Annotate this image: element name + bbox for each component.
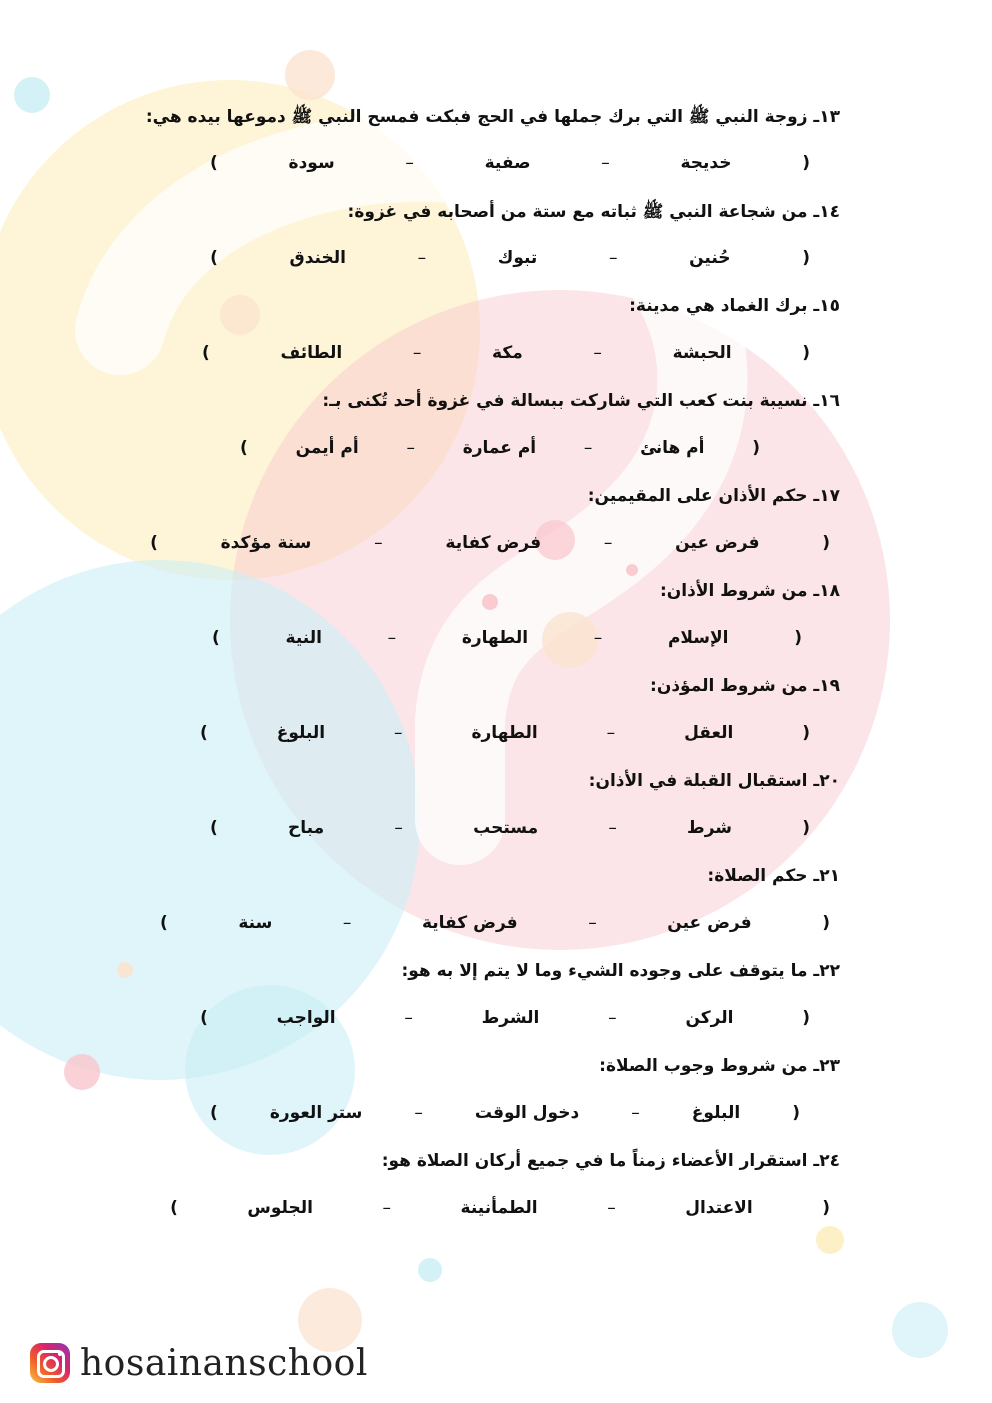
question-text bbox=[120, 866, 840, 886]
option-choice[interactable]: ستر العورة bbox=[269, 1103, 363, 1123]
question-text bbox=[120, 1151, 840, 1171]
option-choice[interactable]: سودة bbox=[288, 153, 335, 173]
question-text bbox=[120, 106, 840, 131]
option-dash: – bbox=[417, 248, 427, 268]
question-body: زوجة النبي ﷺ التي برك جملها في الحج فبكت فمسح النبي ﷺ دموعها بيده هي: bbox=[145, 107, 808, 127]
question-body: حكم الأذان على المقيمين: bbox=[587, 486, 808, 506]
option-dash: – bbox=[412, 343, 422, 363]
option-dash: – bbox=[404, 1008, 413, 1028]
option-choice[interactable]: أم عمارة bbox=[462, 438, 537, 458]
option-dash: – bbox=[583, 438, 593, 458]
question-body: ما يتوقف على وجوده الشيء وما لا يتم إلا به هو: bbox=[401, 961, 808, 981]
close-paren: ) bbox=[200, 723, 208, 743]
close-paren: ) bbox=[170, 1198, 178, 1218]
question-body: استقرار الأعضاء زمناً ما في جميع أركان الصلاة هو: bbox=[381, 1151, 808, 1171]
option-choice[interactable]: سنة bbox=[238, 913, 273, 933]
question-separator: ـ bbox=[813, 296, 820, 316]
option-dash: – bbox=[374, 533, 383, 553]
open-paren: ( bbox=[822, 913, 830, 933]
option-choice[interactable]: البلوغ bbox=[276, 723, 326, 743]
option-choice[interactable]: الخندق bbox=[289, 248, 346, 268]
open-paren: ( bbox=[822, 533, 830, 553]
option-dash: – bbox=[593, 628, 603, 648]
option-choice[interactable]: الركن bbox=[685, 1008, 734, 1028]
option-choice[interactable]: الواجب bbox=[276, 1008, 336, 1028]
options-row bbox=[210, 153, 810, 173]
option-dash: – bbox=[606, 723, 616, 743]
option-dash: – bbox=[603, 533, 613, 553]
option-dash: – bbox=[631, 1103, 640, 1123]
close-paren: ) bbox=[200, 1008, 208, 1028]
question-body: من شروط المؤذن: bbox=[650, 676, 808, 696]
option-dash: – bbox=[593, 343, 602, 363]
options-row bbox=[200, 723, 810, 743]
open-paren: ( bbox=[802, 818, 810, 838]
options-row bbox=[200, 1008, 810, 1028]
option-dash: – bbox=[601, 153, 610, 173]
option-choice[interactable]: النية bbox=[285, 628, 322, 648]
question-body: حكم الصلاة: bbox=[707, 866, 808, 886]
question-text bbox=[120, 201, 840, 226]
option-choice[interactable]: الشرط bbox=[481, 1008, 540, 1028]
question-number: ١٦ bbox=[819, 391, 840, 411]
option-choice[interactable]: شرط bbox=[687, 818, 732, 838]
option-choice[interactable]: العقل bbox=[684, 723, 734, 743]
option-choice[interactable]: الاعتدال bbox=[685, 1198, 753, 1218]
question-number: ١٣ bbox=[819, 107, 840, 127]
options-row bbox=[160, 913, 830, 933]
question-separator: ـ bbox=[813, 1151, 820, 1171]
option-choice[interactable]: أم أيمن bbox=[295, 438, 359, 458]
question-separator: ـ bbox=[813, 771, 820, 791]
options-row bbox=[210, 248, 810, 268]
close-paren: ) bbox=[210, 818, 218, 838]
question-text bbox=[120, 676, 840, 696]
option-dash: – bbox=[394, 723, 403, 743]
footer-handle: hosainanschool bbox=[80, 1342, 368, 1384]
options-row bbox=[210, 818, 810, 838]
open-paren: ( bbox=[822, 1198, 830, 1218]
question-separator: ـ bbox=[813, 866, 820, 886]
question-separator: ـ bbox=[813, 486, 820, 506]
question-number: ٢٣ bbox=[819, 1056, 840, 1076]
question-number: ٢٢ bbox=[819, 961, 840, 981]
option-choice[interactable]: مكة bbox=[492, 343, 523, 363]
question-number: ١٧ bbox=[819, 486, 840, 506]
option-choice[interactable]: حُنين bbox=[689, 248, 731, 268]
option-choice[interactable]: صفية bbox=[484, 153, 531, 173]
options-row bbox=[202, 343, 810, 363]
option-dash: – bbox=[406, 438, 415, 458]
question-separator: ـ bbox=[813, 1056, 820, 1076]
question-body: من شروط وجوب الصلاة: bbox=[599, 1056, 808, 1076]
question-text bbox=[120, 296, 840, 316]
option-choice[interactable]: دخول الوقت bbox=[474, 1103, 580, 1123]
option-choice[interactable]: الإسلام bbox=[667, 628, 729, 648]
question-separator: ـ bbox=[813, 107, 820, 127]
open-paren: ( bbox=[794, 628, 802, 648]
question-number: ١٩ bbox=[819, 676, 840, 696]
options-row bbox=[210, 1103, 800, 1123]
option-choice[interactable]: فرض كفاية bbox=[445, 533, 542, 553]
open-paren: ( bbox=[802, 343, 810, 363]
question-separator: ـ bbox=[813, 676, 820, 696]
question-number: ١٤ bbox=[819, 202, 840, 222]
close-paren: ) bbox=[212, 628, 220, 648]
options-row bbox=[212, 628, 802, 648]
option-choice[interactable]: سنة مؤكدة bbox=[220, 533, 312, 553]
option-choice[interactable]: خديجة bbox=[680, 153, 732, 173]
option-dash: – bbox=[588, 913, 597, 933]
open-paren: ( bbox=[802, 153, 810, 173]
option-choice[interactable]: مستحب bbox=[473, 818, 539, 838]
option-dash: – bbox=[607, 1198, 616, 1218]
question-number: ٢٠ bbox=[819, 771, 840, 791]
question-body: برك الغماد هي مدينة: bbox=[629, 296, 808, 316]
option-dash: – bbox=[608, 818, 617, 838]
question-text bbox=[120, 961, 840, 981]
option-choice[interactable]: الطمأنينة bbox=[460, 1198, 538, 1218]
option-dash: – bbox=[405, 153, 414, 173]
open-paren: ( bbox=[752, 438, 760, 458]
question-text bbox=[120, 486, 840, 506]
option-dash: – bbox=[608, 1008, 617, 1028]
close-paren: ) bbox=[210, 248, 218, 268]
option-dash: – bbox=[608, 248, 618, 268]
open-paren: ( bbox=[802, 723, 810, 743]
question-number: ١٥ bbox=[819, 296, 840, 316]
option-dash: – bbox=[342, 913, 352, 933]
question-number: ٢٤ bbox=[819, 1151, 840, 1171]
option-choice[interactable]: الطائف bbox=[280, 343, 343, 363]
option-dash: – bbox=[382, 1198, 391, 1218]
close-paren: ) bbox=[210, 153, 218, 173]
close-paren: ) bbox=[150, 533, 158, 553]
option-choice[interactable]: أم هانئ bbox=[640, 438, 705, 458]
option-choice[interactable]: تبوك bbox=[497, 248, 538, 268]
option-choice[interactable]: مباح bbox=[288, 818, 325, 838]
open-paren: ( bbox=[802, 1008, 810, 1028]
option-dash: – bbox=[414, 1103, 423, 1123]
question-separator: ـ bbox=[813, 391, 820, 411]
option-choice[interactable]: البلوغ bbox=[691, 1103, 741, 1123]
option-choice[interactable]: الحبشة bbox=[672, 343, 732, 363]
question-number: ٢١ bbox=[819, 866, 840, 886]
close-paren: ) bbox=[240, 438, 248, 458]
option-choice[interactable]: فرض عين bbox=[667, 913, 752, 933]
option-choice[interactable]: الطهارة bbox=[471, 723, 538, 743]
close-paren: ) bbox=[202, 343, 210, 363]
question-text bbox=[120, 1056, 840, 1076]
question-text bbox=[120, 771, 840, 791]
option-choice[interactable]: فرض عين bbox=[675, 533, 760, 553]
question-number: ١٨ bbox=[819, 581, 840, 601]
option-choice[interactable]: الطهارة bbox=[461, 628, 529, 648]
question-separator: ـ bbox=[813, 961, 820, 981]
question-body: من شجاعة النبي ﷺ ثباته مع ستة من أصحابه في غزوة: bbox=[347, 202, 808, 222]
option-dash: – bbox=[394, 818, 403, 838]
open-paren: ( bbox=[802, 248, 810, 268]
options-row bbox=[150, 533, 830, 553]
option-choice[interactable]: فرض كفاية bbox=[421, 913, 518, 933]
option-choice[interactable]: الجلوس bbox=[247, 1198, 313, 1218]
close-paren: ) bbox=[160, 913, 168, 933]
question-body: استقبال القبلة في الأذان: bbox=[588, 771, 808, 791]
question-text bbox=[120, 391, 840, 411]
options-row bbox=[170, 1198, 830, 1218]
question-text bbox=[120, 581, 840, 601]
option-dash: – bbox=[387, 628, 397, 648]
question-separator: ـ bbox=[813, 581, 820, 601]
question-body: من شروط الأذان: bbox=[659, 581, 808, 601]
open-paren: ( bbox=[792, 1103, 800, 1123]
question-body: نسيبة بنت كعب التي شاركت ببسالة في غزوة أحد تُكنى بـ: bbox=[322, 391, 808, 411]
close-paren: ) bbox=[210, 1103, 218, 1123]
options-row bbox=[240, 438, 760, 458]
question-separator: ـ bbox=[813, 202, 820, 222]
